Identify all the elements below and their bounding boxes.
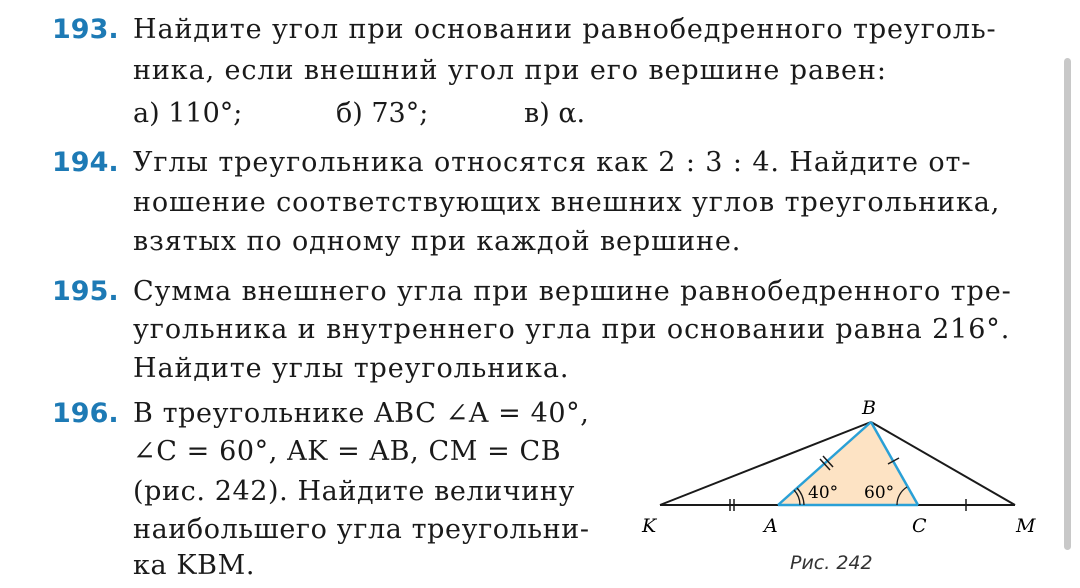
scrollbar[interactable] <box>1064 58 1071 550</box>
label-b: B <box>862 397 876 419</box>
abc-fill <box>778 422 918 505</box>
label-c: C <box>912 515 927 537</box>
problem-number: 195. <box>52 276 119 307</box>
option-a: а) 110°; <box>133 98 243 129</box>
label-m: M <box>1016 515 1036 537</box>
problem-number: 196. <box>52 398 119 429</box>
option-c: в) α. <box>524 98 586 129</box>
problem-text-line: Углы треугольника относятся как 2 : 3 : 4. Найдите от- <box>133 147 972 178</box>
problem-number: 194. <box>52 147 119 178</box>
problem-text-line: ∠C = 60°, AK = AB, CM = CB <box>133 436 562 467</box>
problem-text-line: Сумма внешнего угла при вершине равнобедренного тре- <box>133 276 1012 307</box>
label-k: K <box>642 515 657 537</box>
figure-caption: Рис. 242 <box>790 552 873 574</box>
option-b: б) 73°; <box>336 98 429 129</box>
problem-text-line: ка KBM. <box>133 550 255 581</box>
angle-c-value: 60° <box>864 483 895 503</box>
problem-text-line: (рис. 242). Найдите величину <box>133 476 575 507</box>
problem-text-line: взятых по одному при каждой вершине. <box>133 226 742 257</box>
problem-text-line: ника, если внешний угол при его вершине равен: <box>133 55 887 86</box>
angle-a-value: 40° <box>808 483 839 503</box>
label-a: A <box>764 515 778 537</box>
problem-text-line: угольника и внутреннего угла при основании равна 216°. <box>133 314 1011 345</box>
triangle-figure <box>620 392 1060 552</box>
problem-number: 193. <box>52 14 119 45</box>
problem-text-line: наибольшего угла треугольни- <box>133 514 590 545</box>
problem-text-line: ношение соответствующих внешних углов треугольника, <box>133 187 1001 218</box>
problem-text-line: Найдите угол при основании равнобедренного треуголь- <box>133 14 997 45</box>
problem-text-line: В треугольнике ABC ∠A = 40°, <box>133 398 590 429</box>
problem-text-line: Найдите углы треугольника. <box>133 353 570 384</box>
